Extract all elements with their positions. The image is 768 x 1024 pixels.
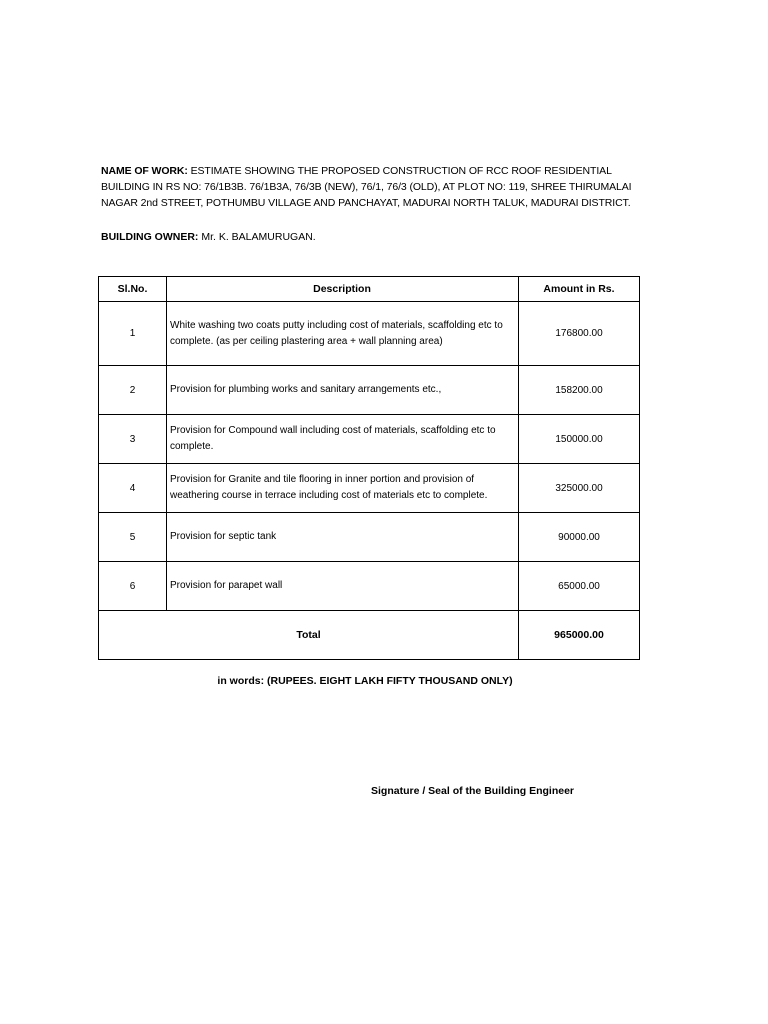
total-amount: 965000.00 [519,611,640,660]
table-row [99,415,640,464]
row-amount: 90000.00 [519,513,640,562]
row-amount: 158200.00 [519,366,640,415]
row-description: Provision for plumbing works and sanitary arrangements etc., [167,366,519,415]
row-description: Provision for parapet wall [167,562,519,611]
total-label: Total [99,611,519,660]
row-description: White washing two coats putty including cost of materials, scaffolding etc to complete. (as per ceiling plastering area + wall planning area) [167,302,519,366]
row-amount: 325000.00 [519,464,640,513]
row-amount: 176800.00 [519,302,640,366]
building-owner-value: Mr. K. BALAMURUGAN. [201,231,316,243]
name-of-work [101,163,641,211]
table-row [99,513,640,562]
row-amount: 65000.00 [519,562,640,611]
row-description: Provision for Compound wall including cost of materials, scaffolding etc to complete. [167,415,519,464]
row-amount: 150000.00 [519,415,640,464]
header-amount: Amount in Rs. [519,277,640,302]
row-description: Provision for Granite and tile flooring in inner portion and provision of weathering course in terrace including cost of materials etc to complete. [167,464,519,513]
row-sl-no: 4 [99,464,167,513]
table-row [99,302,640,366]
name-of-work-text: ESTIMATE SHOWING THE PROPOSED CONSTRUCTION OF RCC ROOF RESIDENTIAL BUILDING IN RS NO: 76/1B3B. 76/1B3A, 76/3B (NEW), 76/1, 76/3 (OLD), AT PLOT NO: 119, SHREE THIRUMALAI NAGAR 2nd STREET, POTHUMBU VILLAGE AND PANCHAYAT, MADURAI NORTH TALUK, MADURAI DISTRICT. [101,165,632,209]
row-sl-no: 2 [99,366,167,415]
building-owner [101,229,641,245]
header-sl-no: Sl.No. [99,277,167,302]
row-sl-no: 6 [99,562,167,611]
total-row [99,611,640,660]
table-row [99,366,640,415]
header-description: Description [167,277,519,302]
name-of-work-label: NAME OF WORK: [101,165,188,177]
signature-line: Signature / Seal of the Building Engineer [371,785,575,797]
building-owner-label: BUILDING OWNER: [101,231,199,243]
amount-in-words: in words: (RUPEES. EIGHT LAKH FIFTY THOUSAND ONLY) [217,675,513,687]
table-row [99,562,640,611]
row-sl-no: 5 [99,513,167,562]
row-description: Provision for septic tank [167,513,519,562]
table-header-row [99,277,640,302]
table-row [99,464,640,513]
estimate-table [98,276,640,660]
row-sl-no: 1 [99,302,167,366]
row-sl-no: 3 [99,415,167,464]
